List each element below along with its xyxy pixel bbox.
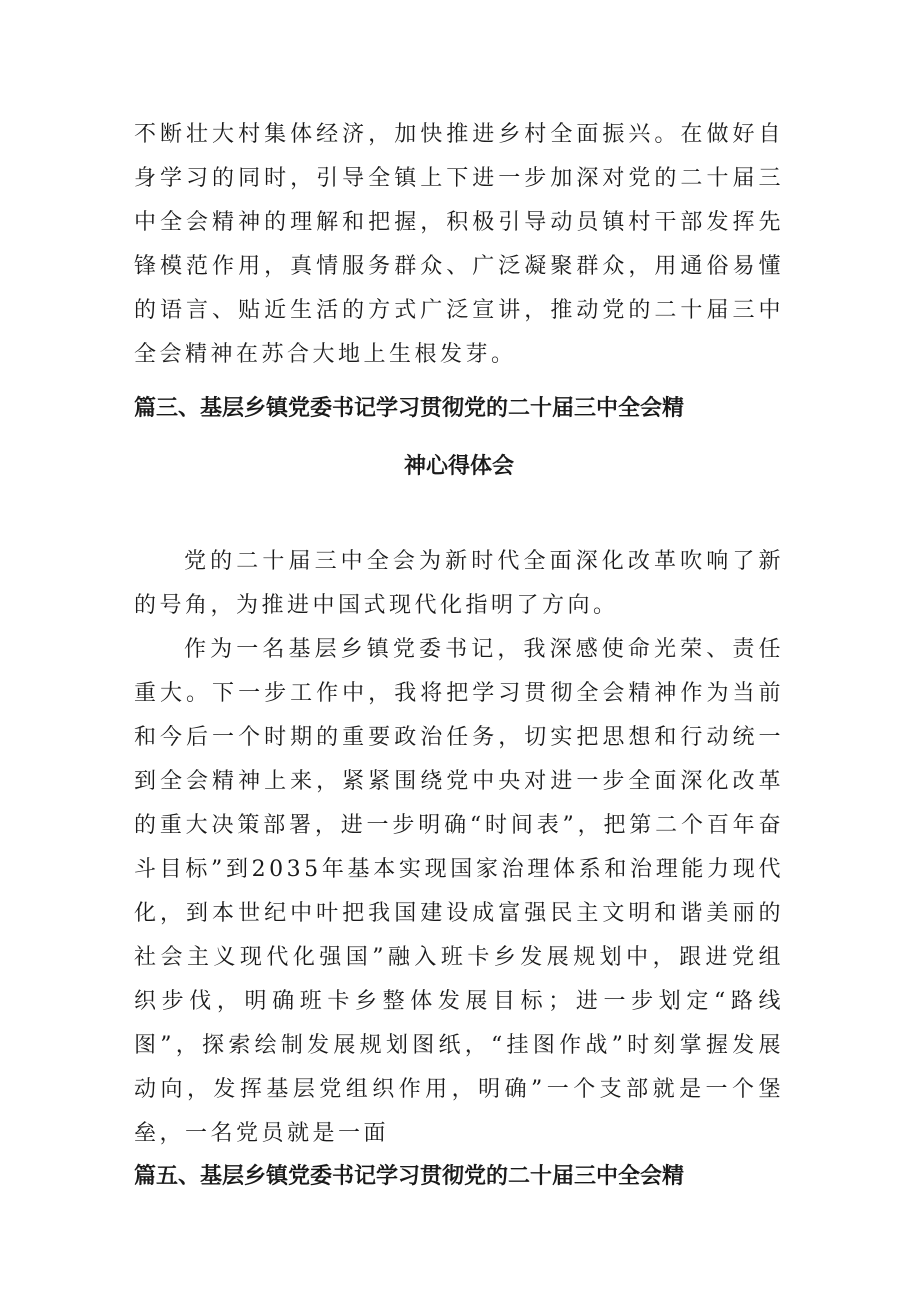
body-paragraph-2: 党的二十届三中全会为新时代全面深化改革吹响了新的号角，为推进中国式现代化指明了方向。 bbox=[134, 549, 784, 618]
body-paragraph-3: 作为一名基层乡镇党委书记，我深感使命光荣、责任重大。下一步工作中，我将把学习贯彻全会精神作为当前和今后一个时期的重要政治任务，切实把思想和行动统一到全会精神上来，紧紧围绕党中央对进一步全面深化改革的重大决策部署，进一步明确“时间表”，把第二个百年奋斗目标”到2035年基本实现国家治理体系和治理能力现代化，到本世纪中叶把我国建设成富强民主文明和谐美丽的社会主义现代化强国”融入班卡乡发展规划中，跟进党组织步伐，明确班卡乡整体发展目标；进一步划定“路线图”，探索绘制发展规划图纸，“挂图作战”时刻掌握发展动向，发挥基层党组织作用，明确”一个支部就是一个堡垒，一名党员就是一面 bbox=[134, 637, 784, 1146]
section-heading-5-line-1: 篇五、基层乡镇党委书记学习贯彻党的二十届三中全会精 bbox=[134, 1164, 685, 1189]
body-paragraph-1: 不断壮大村集体经济，加快推进乡村全面振兴。在做好自身学习的同时，引导全镇上下进一步加深对党的二十届三中全会精神的理解和把握，积极引导动员镇村干部发挥先锋模范作用，真情服务群众、广泛凝聚群众，用通俗易懂的语言、贴近生活的方式广泛宣讲，推动党的二十届三中全会精神在苏合大地上生根发芽。 bbox=[134, 122, 784, 367]
section-heading-5 bbox=[134, 1148, 784, 1206]
section-heading-3 bbox=[134, 380, 784, 496]
section-heading-3-line-2: 神心得体会 bbox=[403, 454, 514, 479]
section-heading-3-line-1: 篇三、基层乡镇党委书记学习贯彻党的二十届三中全会精 bbox=[134, 396, 685, 421]
